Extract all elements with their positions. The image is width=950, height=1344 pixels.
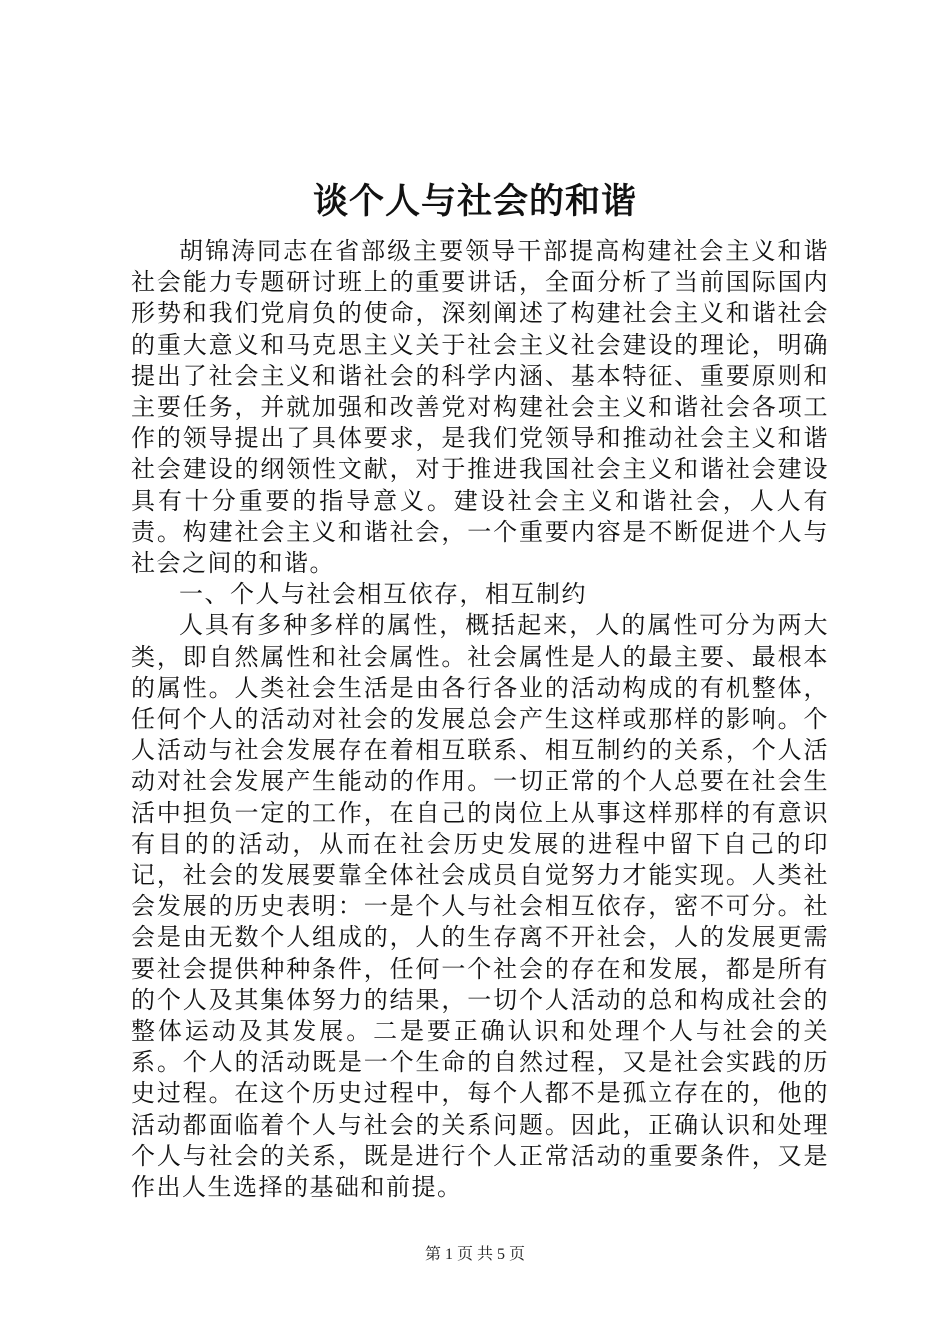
intro-paragraph: 胡锦涛同志在省部级主要领导干部提高构建社会主义和谐社会能力专题研讨班上的重要讲话，全面分析了当前国际国内形势和我们党肩负的使命，深刻阐述了构建社会主义和谐社会的重大意义和马克思主义关于社会主义社会建设的理论，明确提出了社会主义和谐社会的科学内涵、基本特征、重要原则和主要任务，并就加强和改善党对构建社会主义和谐社会各项工作的领导提出了具体要求，是我们党领导和推动社会主义和谐社会建设的纲领性文献，对于推进我国社会主义和谐社会建设具有十分重要的指导意义。建设社会主义和谐社会，人人有责。构建社会主义和谐社会，一个重要内容是不断促进个人与社会之间的和谐。 [131,237,829,578]
document-body [131,236,829,1203]
document-title: 谈个人与社会的和谐 [312,181,637,222]
section-heading: 一、个人与社会相互依存，相互制约 [179,580,587,609]
section-paragraph: 人具有多种多样的属性，概括起来，人的属性可分为两大类，即自然属性和社会属性。社会属性是人的最主要、最根本的属性。人类社会生活是由各行各业的活动构成的有机整体，任何个人的活动对社会的发展总会产生这样或那样的影响。个人活动与社会发展存在着相互联系、相互制约的关系，个人活动对社会发展产生能动的作用。一切正常的个人总要在社会生活中担负一定的工作，在自己的岗位上从事这样那样的有意识有目的的活动，从而在社会历史发展的进程中留下自己的印记，社会的发展要靠全体社会成员自觉努力才能实现。人类社会发展的历史表明：一是个人与社会相互依存，密不可分。社会是由无数个人组成的，人的生存离不开社会，人的发展更需要社会提供种种条件，任何一个社会的存在和发展，都是所有的个人及其集体努力的结果，一切个人活动的总和构成社会的整体运动及其发展。二是要正确认识和处理个人与社会的关系。个人的活动既是一个生命的自然过程，又是社会实践的历史过程。在这个历史过程中，每个人都不是孤立存在的，他的活动都面临着个人与社会的关系问题。因此，正确认识和处理个人与社会的关系，既是进行个人正常活动的重要条件，又是作出人生选择的基础和前提。 [131,611,829,1202]
page-footer: 第 1 页 共 5 页 [424,1246,525,1263]
